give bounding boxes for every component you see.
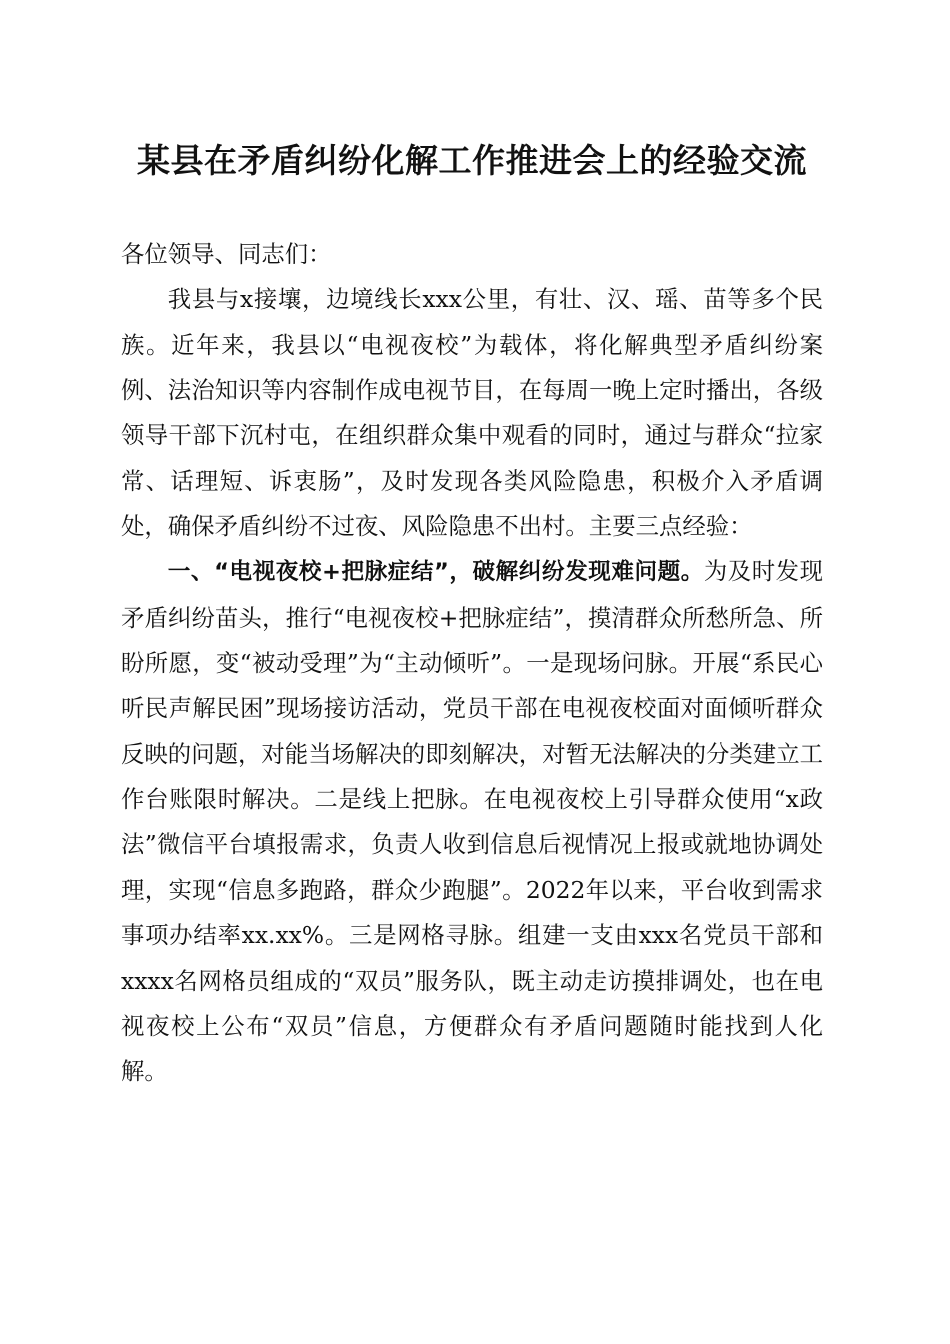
section-1-body: 为及时发现矛盾纠纷苗头，推行“电视夜校+把脉症结”，摸清群众所愁所急、所盼所愿，变“被动受理”为“主动倾听”。一是现场问脉。开展“系民心听民声解民困”现场接访活动，党员干部在电视夜校面对面倾听群众反映的问题，对能当场解决的即刻解决，对暂无法解决的分类建立工作台账限时解决。二是线上把脉。在电视夜校上引导群众使用“x政法”微信平台填报需求，负责人收到信息后视情况上报或就地协调处理，实现“信息多跑路，群众少跑腿”。2022年以来，平台收到需求事项办结率xx.xx%。三是网格寻脉。组建一支由xxx名党员干部和xxxx名网格员组成的“双员”服务队，既主动走访摸排调处，也在电视夜校上公布“双员”信息，方便群众有矛盾问题随时能找到人化解。 (121, 557, 823, 1086)
section-1-heading: 一、“电视夜校+把脉症结”，破解纠纷发现难问题。 (167, 559, 704, 586)
document-title: 某县在矛盾纠纷化解工作推进会上的经验交流 (137, 141, 807, 180)
intro-paragraph: 我县与x接壤，边境线长xxx公里，有壮、汉、瑶、苗等多个民族。近年来，我县以“电视夜校”为载体，将化解典型矛盾纠纷案例、法治知识等内容制作成电视节目，在每周一晚上定时播出，各级领导干部下沉村屯，在组织群众集中观看的同时，通过与群众“拉家常、话理短、诉衷肠”，及时发现各类风险隐患，积极介入矛盾调处，确保矛盾纠纷不过夜、风险隐患不出村。主要三点经验： (121, 285, 823, 541)
document-body (121, 232, 823, 1095)
section-1-paragraph (121, 549, 823, 1094)
salutation: 各位领导、同志们： (121, 240, 332, 268)
